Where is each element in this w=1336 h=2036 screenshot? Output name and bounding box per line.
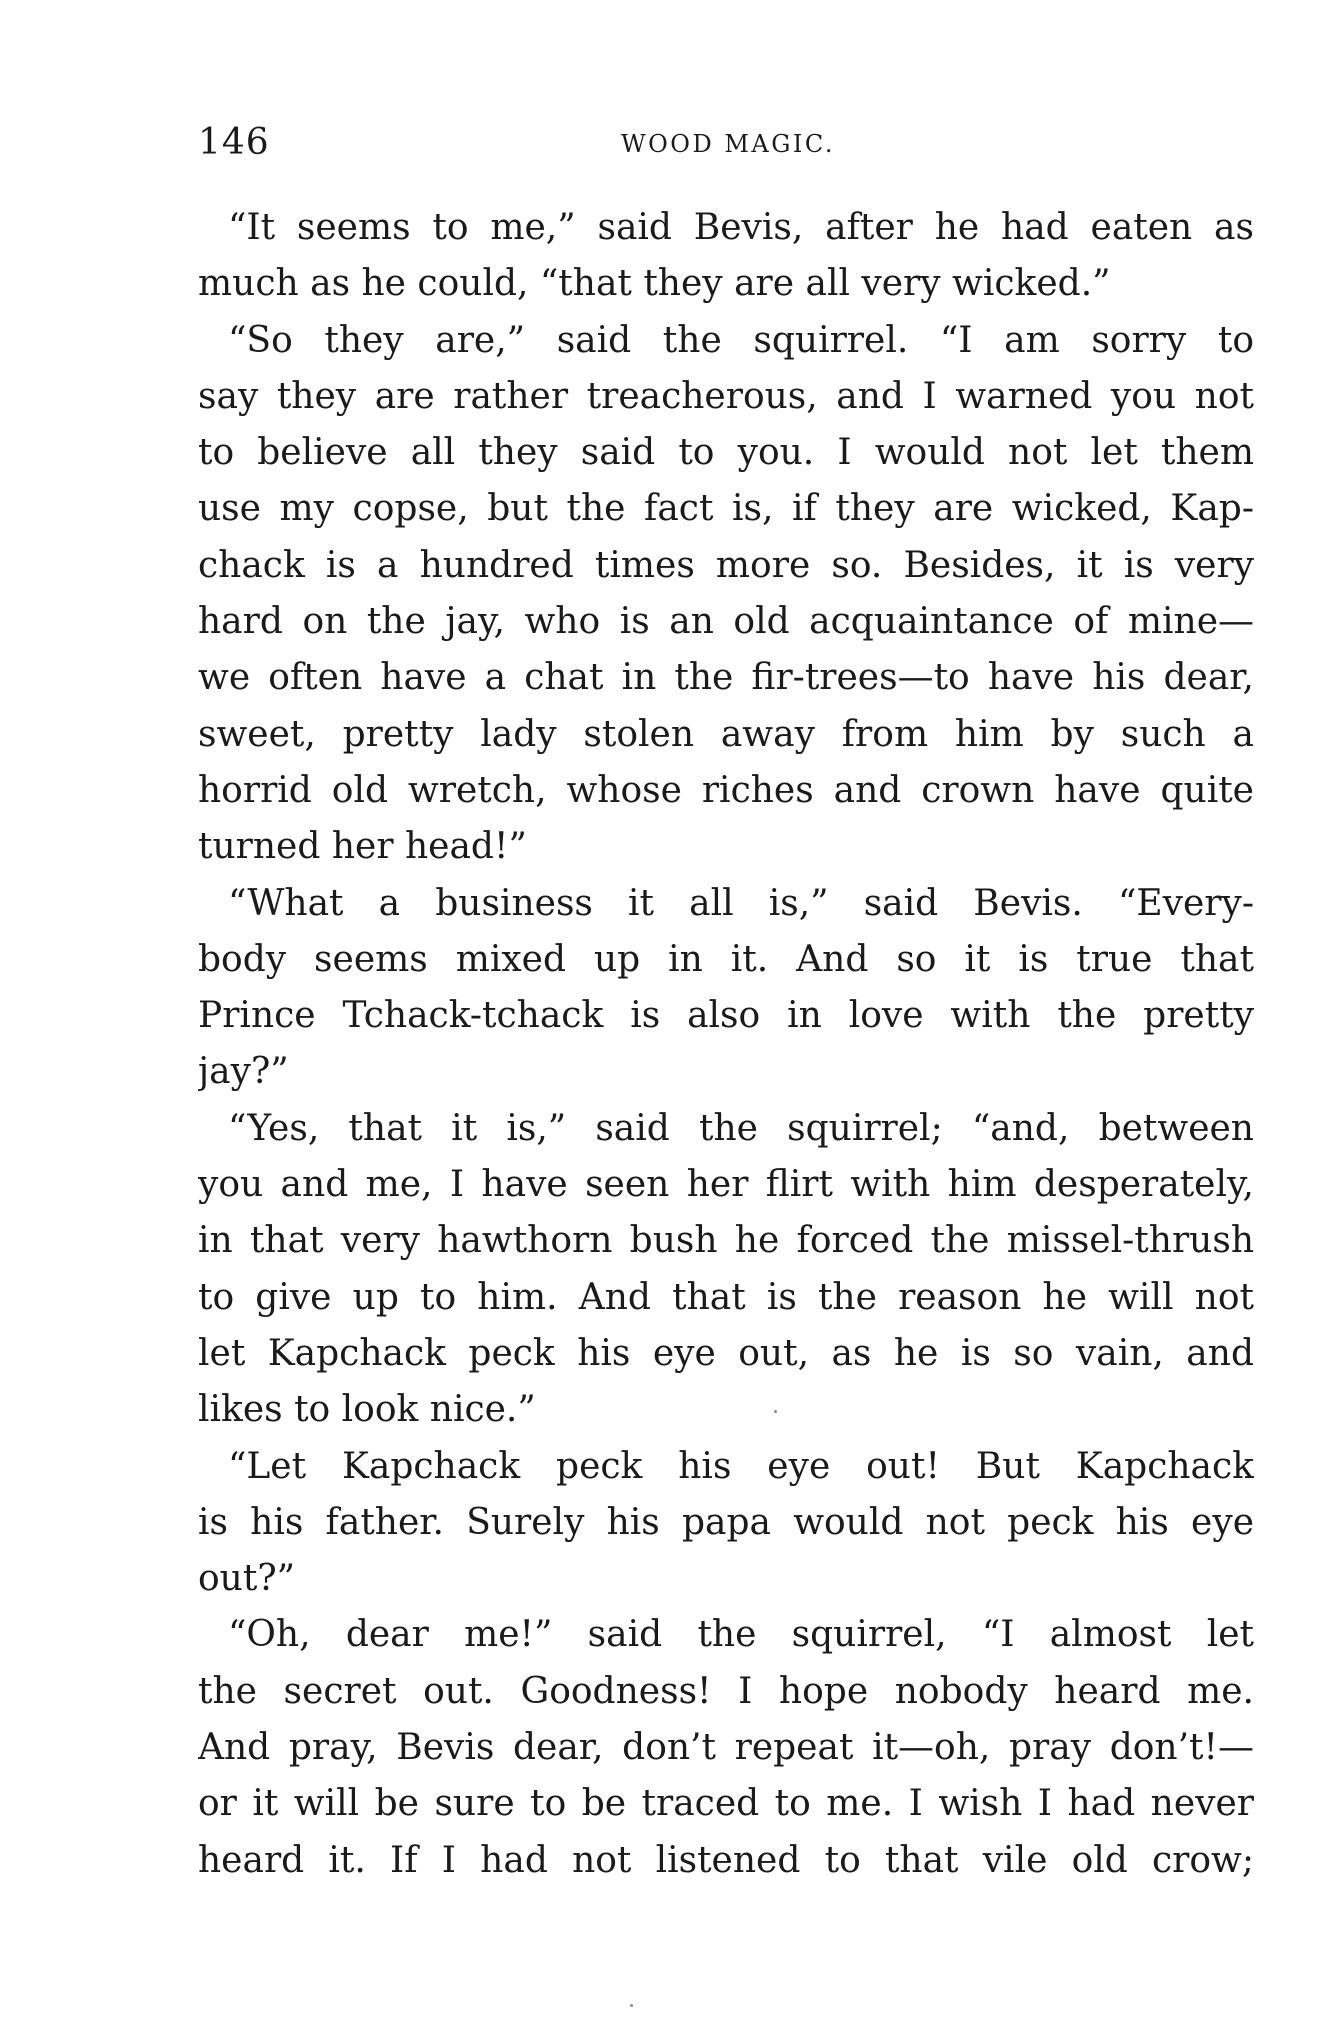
text-line: you and me, I have seen her flirt with him desperately,	[198, 1164, 1254, 1206]
text-line: “Oh, dear me!” said the squirrel, “I almost let	[228, 1614, 1254, 1656]
text-line: “What a business it all is,” said Bevis. “Every-	[228, 882, 1254, 924]
text-line: heard it. If I had not listened to that vile old crow;	[198, 1839, 1254, 1881]
text-line: in that very hawthorn bush he forced the missel-thrush	[198, 1220, 1254, 1262]
text-line: let Kapchack peck his eye out, as he is so vain, and	[198, 1332, 1254, 1374]
text-line: jay?”	[198, 1051, 289, 1093]
paper-speck	[630, 2004, 633, 2007]
text-line: we often have a chat in the fir-trees—to have his dear,	[198, 657, 1254, 699]
text-line: horrid old wretch, whose riches and crown have quite	[198, 769, 1254, 811]
text-line: to believe all they said to you. I would not let them	[198, 432, 1254, 474]
running-title: WOOD MAGIC.	[620, 130, 836, 158]
text-line: or it will be sure to be traced to me. I wish I had never	[198, 1783, 1254, 1825]
page-number: 146	[198, 122, 270, 163]
body-text	[198, 200, 1254, 1889]
text-line: likes to look nice.”	[198, 1389, 536, 1431]
text-line: out?”	[198, 1558, 296, 1600]
text-line: body seems mixed up in it. And so it is true that	[198, 938, 1254, 980]
text-line: turned her head!”	[198, 826, 527, 868]
text-line: hard on the jay, who is an old acquaintance of mine—	[198, 601, 1254, 643]
text-line: is his father. Surely his papa would not peck his eye	[198, 1501, 1254, 1543]
text-line: use my copse, but the fact is, if they are wicked, Kap-	[198, 488, 1254, 530]
text-line: sweet, pretty lady stolen away from him by such a	[198, 713, 1254, 755]
paper-speck	[774, 1410, 777, 1413]
text-line: “So they are,” said the squirrel. “I am sorry to	[228, 319, 1254, 361]
text-line: Prince Tchack-tchack is also in love with the pretty	[198, 995, 1254, 1037]
text-line: the secret out. Goodness! I hope nobody heard me.	[198, 1670, 1254, 1712]
text-line: much as he could, “that they are all very wicked.”	[198, 263, 1111, 305]
text-line: say they are rather treacherous, and I warned you not	[198, 375, 1254, 417]
text-line: to give up to him. And that is the reason he will not	[198, 1276, 1254, 1318]
text-line: “Let Kapchack peck his eye out! But Kapchack	[228, 1445, 1254, 1487]
text-line: “It seems to me,” said Bevis, after he had eaten as	[228, 207, 1254, 248]
running-head	[198, 118, 1258, 168]
text-line: chack is a hundred times more so. Besides, it is very	[198, 544, 1254, 586]
text-line: And pray, Bevis dear, don’t repeat it—oh, pray don’t!—	[198, 1727, 1254, 1769]
text-line: “Yes, that it is,” said the squirrel; “and, between	[228, 1107, 1254, 1149]
